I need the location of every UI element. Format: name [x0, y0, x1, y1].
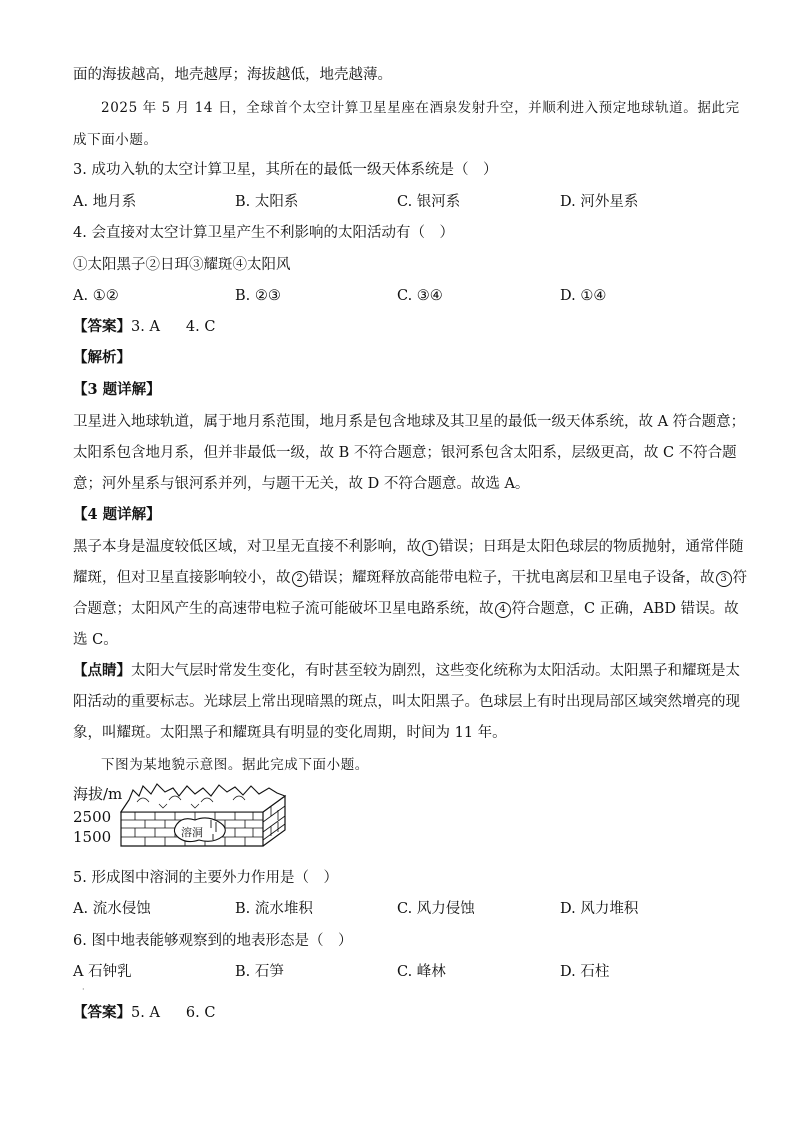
circled-number: 2 — [292, 571, 308, 587]
detail-3-line: 太阳系包含地月系，但并非最低一级，故 B 不符合题意；银河系包含太阳系，层级更高，故 C 不符合题 — [73, 445, 737, 461]
circled-number: 4 — [495, 602, 511, 618]
stray-mark: · — [82, 985, 85, 994]
answer-6: 6. C — [185, 1005, 216, 1021]
q4-option-b: B. ②③ — [235, 288, 281, 304]
q3-option-c: C. 银河系 — [397, 194, 461, 210]
key-point-label: 【点睛】 — [73, 662, 131, 679]
answer-3: 3. A — [131, 319, 160, 335]
circled-number: 1 — [422, 540, 438, 556]
elevation-axis-label: 海拔/m — [73, 785, 123, 803]
detail-4-line: 合题意；太阳风产生的高速带电粒子流可能破坏卫星电路系统，故 4 符合题意，C 正确，ABD 错误。故 — [73, 601, 739, 617]
answer-label: 【答案】 — [73, 318, 131, 335]
tick-label-1500: 1500 — [73, 828, 112, 846]
detail-4-line: 耀斑，但对卫星直接影响较小，故 2 错误；耀斑释放高能带电粒子，干扰电离层和卫星电子设备，故 3 符 — [73, 570, 747, 586]
detail-3-line: 卫星进入地球轨道，属于地月系范围，地月系是包含地球及其卫星的最低一级天体系统，故 A 符合题意； — [73, 414, 746, 430]
answer-4: 4. C — [185, 319, 216, 335]
question-5: 5. 形成图中溶洞的主要外力作用是（ ） — [73, 870, 338, 886]
question-intro: 下图为某地貌示意图。据此完成下面小题。 — [101, 757, 369, 773]
q6-option-b: B. 石笋 — [235, 964, 284, 980]
q3-option-d: D. 河外星系 — [560, 194, 639, 210]
q3-option-a: A. 地月系 — [73, 194, 137, 210]
q6-option-a: A 石钟乳 — [73, 964, 132, 980]
analysis-heading: 【解析】 — [73, 349, 131, 366]
detail-3-heading: 【3 题详解】 — [73, 381, 161, 398]
q4-option-d: D. ①④ — [560, 288, 607, 304]
detail-4-heading: 【4 题详解】 — [73, 506, 161, 523]
answer-line — [73, 1003, 723, 1023]
q5-option-a: A. 流水侵蚀 — [73, 901, 151, 917]
key-point-line: 【点睛】太阳大气层时常发生变化，有时甚至较为剧烈，这些变化统称为太阳活动。太阳黑子和耀斑是太 — [73, 662, 740, 679]
question-4-items: ①太阳黑子②日珥③耀斑④太阳风 — [73, 257, 291, 273]
key-point-line: 象，叫耀斑。太阳黑子和耀斑具有明显的变化周期，时间为 11 年。 — [73, 725, 507, 741]
detail-4-line: 选 C。 — [73, 632, 118, 648]
answer-label: 【答案】 — [73, 1004, 131, 1021]
q6-option-c: C. 峰林 — [397, 964, 446, 980]
question-4: 4. 会直接对太空计算卫星产生不利影响的太阳活动有（ ） — [73, 225, 454, 241]
question-3: 3. 成功入轨的太空计算卫星，其所在的最低一级天体系统是（ ） — [73, 162, 498, 178]
q4-option-a: A. ①② — [73, 288, 119, 304]
cave-label: 溶洞 — [181, 826, 203, 839]
question-intro: 2025 年 5 月 14 日，全球首个太空计算卫星星座在酒泉发射升空，并顺利进入预定地球轨道。据此完 — [101, 100, 740, 116]
q5-option-b: B. 流水堆积 — [235, 901, 313, 917]
tick-label-2500: 2500 — [73, 808, 112, 826]
limestone-block-illustration — [73, 782, 303, 854]
answer-5: 5. A — [131, 1005, 160, 1021]
q5-option-c: C. 风力侵蚀 — [397, 901, 475, 917]
detail-4-line: 黑子本身是温度较低区域，对卫星无直接不利影响，故 1 错误；日珥是太阳色球层的物质抛射，通常伴随 — [73, 539, 744, 555]
paragraph-line: 面的海拔越高，地壳越厚；海拔越低，地壳越薄。 — [73, 67, 392, 83]
circled-number: 3 — [716, 571, 732, 587]
q4-option-c: C. ③④ — [397, 288, 443, 304]
key-point-line: 阳活动的重要标志。光球层上常出现暗黑的斑点，叫太阳黑子。色球层上有时出现局部区域突然增亮的现 — [73, 694, 740, 710]
q6-option-d: D. 石柱 — [560, 964, 610, 980]
q5-option-d: D. 风力堆积 — [560, 901, 639, 917]
detail-3-line: 意；河外星系与银河系并列，与题干无关，故 D 不符合题意。故选 A。 — [73, 476, 530, 492]
q3-option-b: B. 太阳系 — [235, 194, 299, 210]
karst-landform-figure — [73, 782, 303, 854]
question-intro-cont: 成下面小题。 — [73, 132, 158, 148]
answer-line — [73, 317, 723, 337]
question-6: 6. 图中地表能够观察到的地表形态是（ ） — [73, 933, 353, 949]
